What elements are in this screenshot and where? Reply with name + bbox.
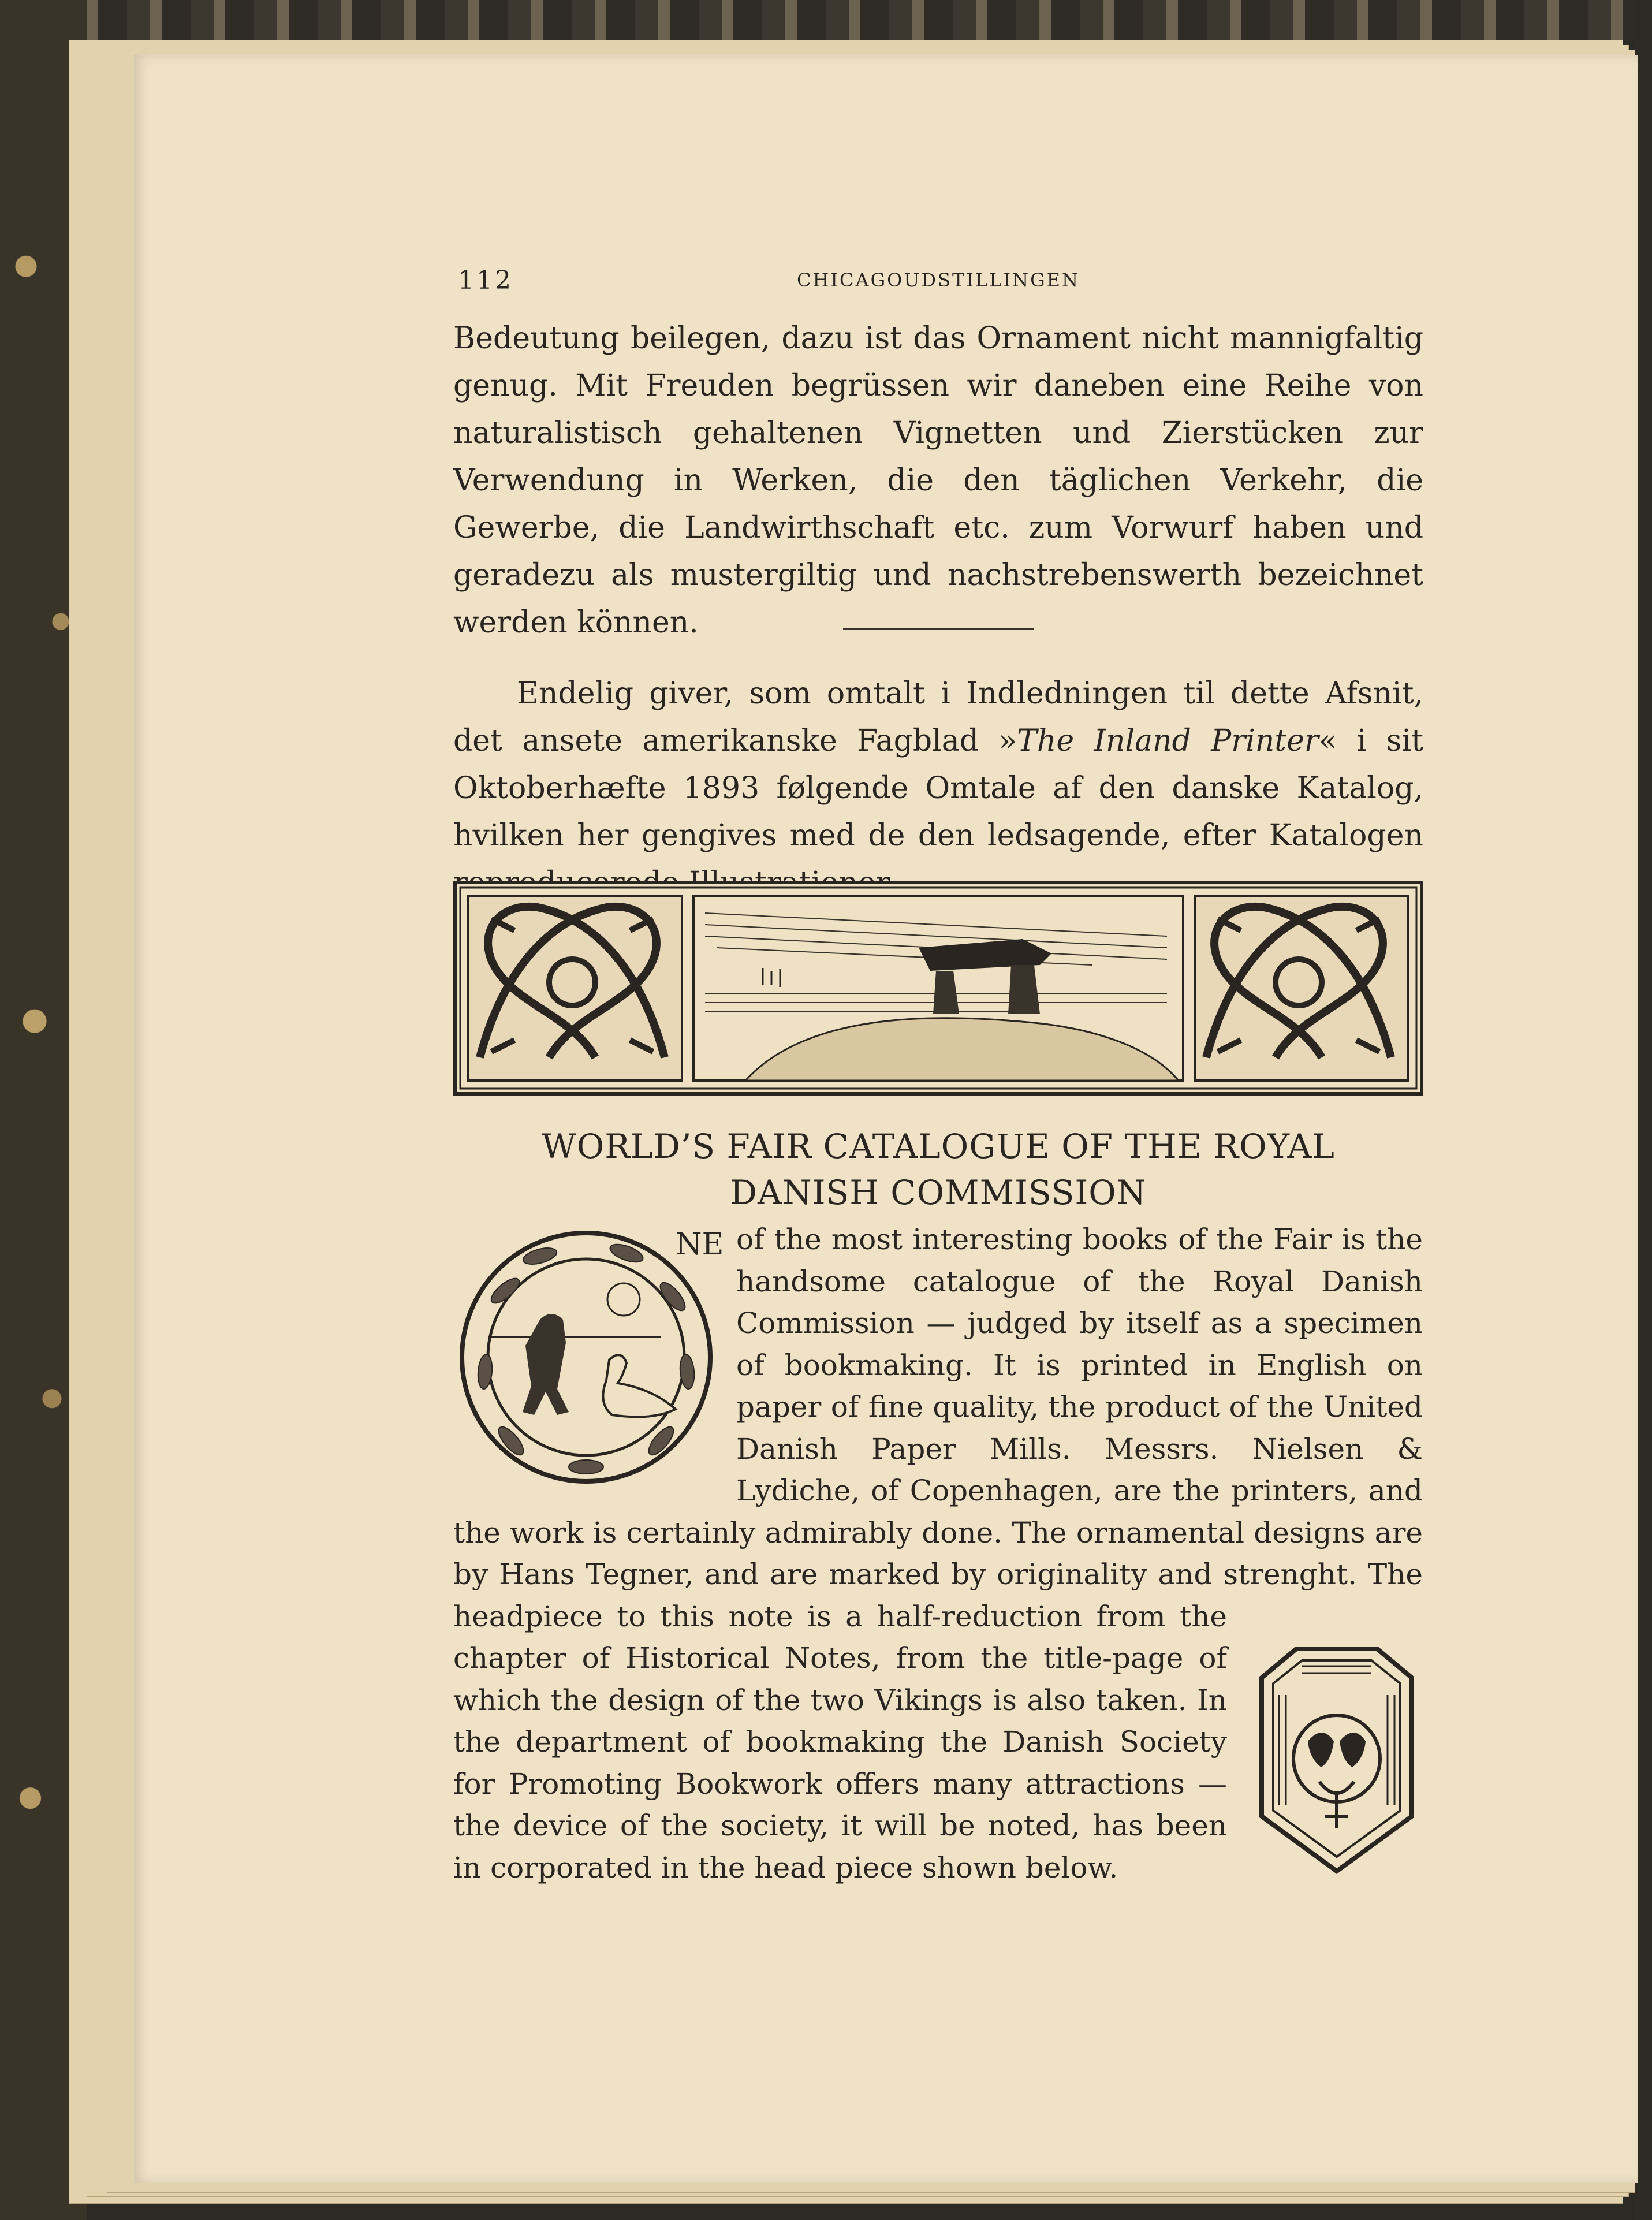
- roundel-dropcap-illustration: [453, 1221, 719, 1493]
- german-paragraph-block: [453, 315, 1423, 646]
- running-title: CHICAGOUDSTILLINGEN: [796, 269, 1080, 291]
- headpiece-illustration: [453, 881, 1423, 1096]
- right-knotwork-panel: [1195, 896, 1408, 1081]
- article-paragraph: of the most interesting books of the Fair is the handsome catalogue of the Royal Danish Commission — judged by itself as a specimen of bookmaking. It is printed in English on paper of fine quality, the product of the United Danish Paper Mills. Messrs. Nielsen & Lydiche, of Copenhagen, are the printers, and the work is certainly admirably done. The ornamental designs are by Hans Tegner, and are marked by originality and strenght. The headpiece to this note is a half-reduction from the chapter of Historical Notes, from the title-page of which the design of the two Vikings is also taken. In the department of bookmaking the Danish Society for Promoting Bookwork offers many attractions — the device of the society, it will be noted, has been in corporated in the head piece shown below.: [453, 1223, 1423, 1884]
- page-header: [453, 266, 1423, 300]
- article-headline: [453, 1123, 1423, 1216]
- danish-text-before: Endelig giver, som omtalt i Indledningen til dette Afsnit, det ansete amerikanske Fagblad »: [453, 676, 1423, 758]
- magazine-title: The Inland Printer: [1017, 724, 1319, 758]
- danish-paragraph: [453, 670, 1423, 907]
- dolmen-landscape-panel: [693, 896, 1183, 1081]
- headline-line-2: DANISH COMMISSION: [730, 1173, 1147, 1212]
- book-cover-top: [0, 0, 1652, 40]
- danish-paragraph-block: [453, 670, 1423, 907]
- dropcap-continuation: NE: [676, 1227, 724, 1262]
- section-divider: [843, 628, 1034, 630]
- society-device-emblem: [1250, 1643, 1423, 1874]
- page-number: 112: [458, 266, 513, 295]
- headpiece-art: [457, 884, 1420, 1092]
- left-knotwork-panel: [468, 896, 682, 1081]
- headline-line-1: WORLD’S FAIR CATALOGUE OF THE ROYAL: [542, 1127, 1335, 1166]
- danish-text-after: « i sit Oktoberhæfte 1893 følgende Omtale af den danske Katalog, hvilken her gengives med de den ledsagende, efter Katalogen: [453, 724, 1423, 853]
- german-paragraph: Bedeutung beilegen, dazu ist das Ornament nicht mannigfaltig genug. Mit Freuden begrüssen wir daneben eine Reihe von naturalistisch gehaltenen Vignetten und Zierstücken zur Verwendung in Werken, die den täglichen Verkehr, die Gewerbe, die Landwirthschaft etc. zum Vorwurf haben und geradezu als mustergiltig und nachstrebenswerth bezeichnet werden können.: [453, 321, 1423, 640]
